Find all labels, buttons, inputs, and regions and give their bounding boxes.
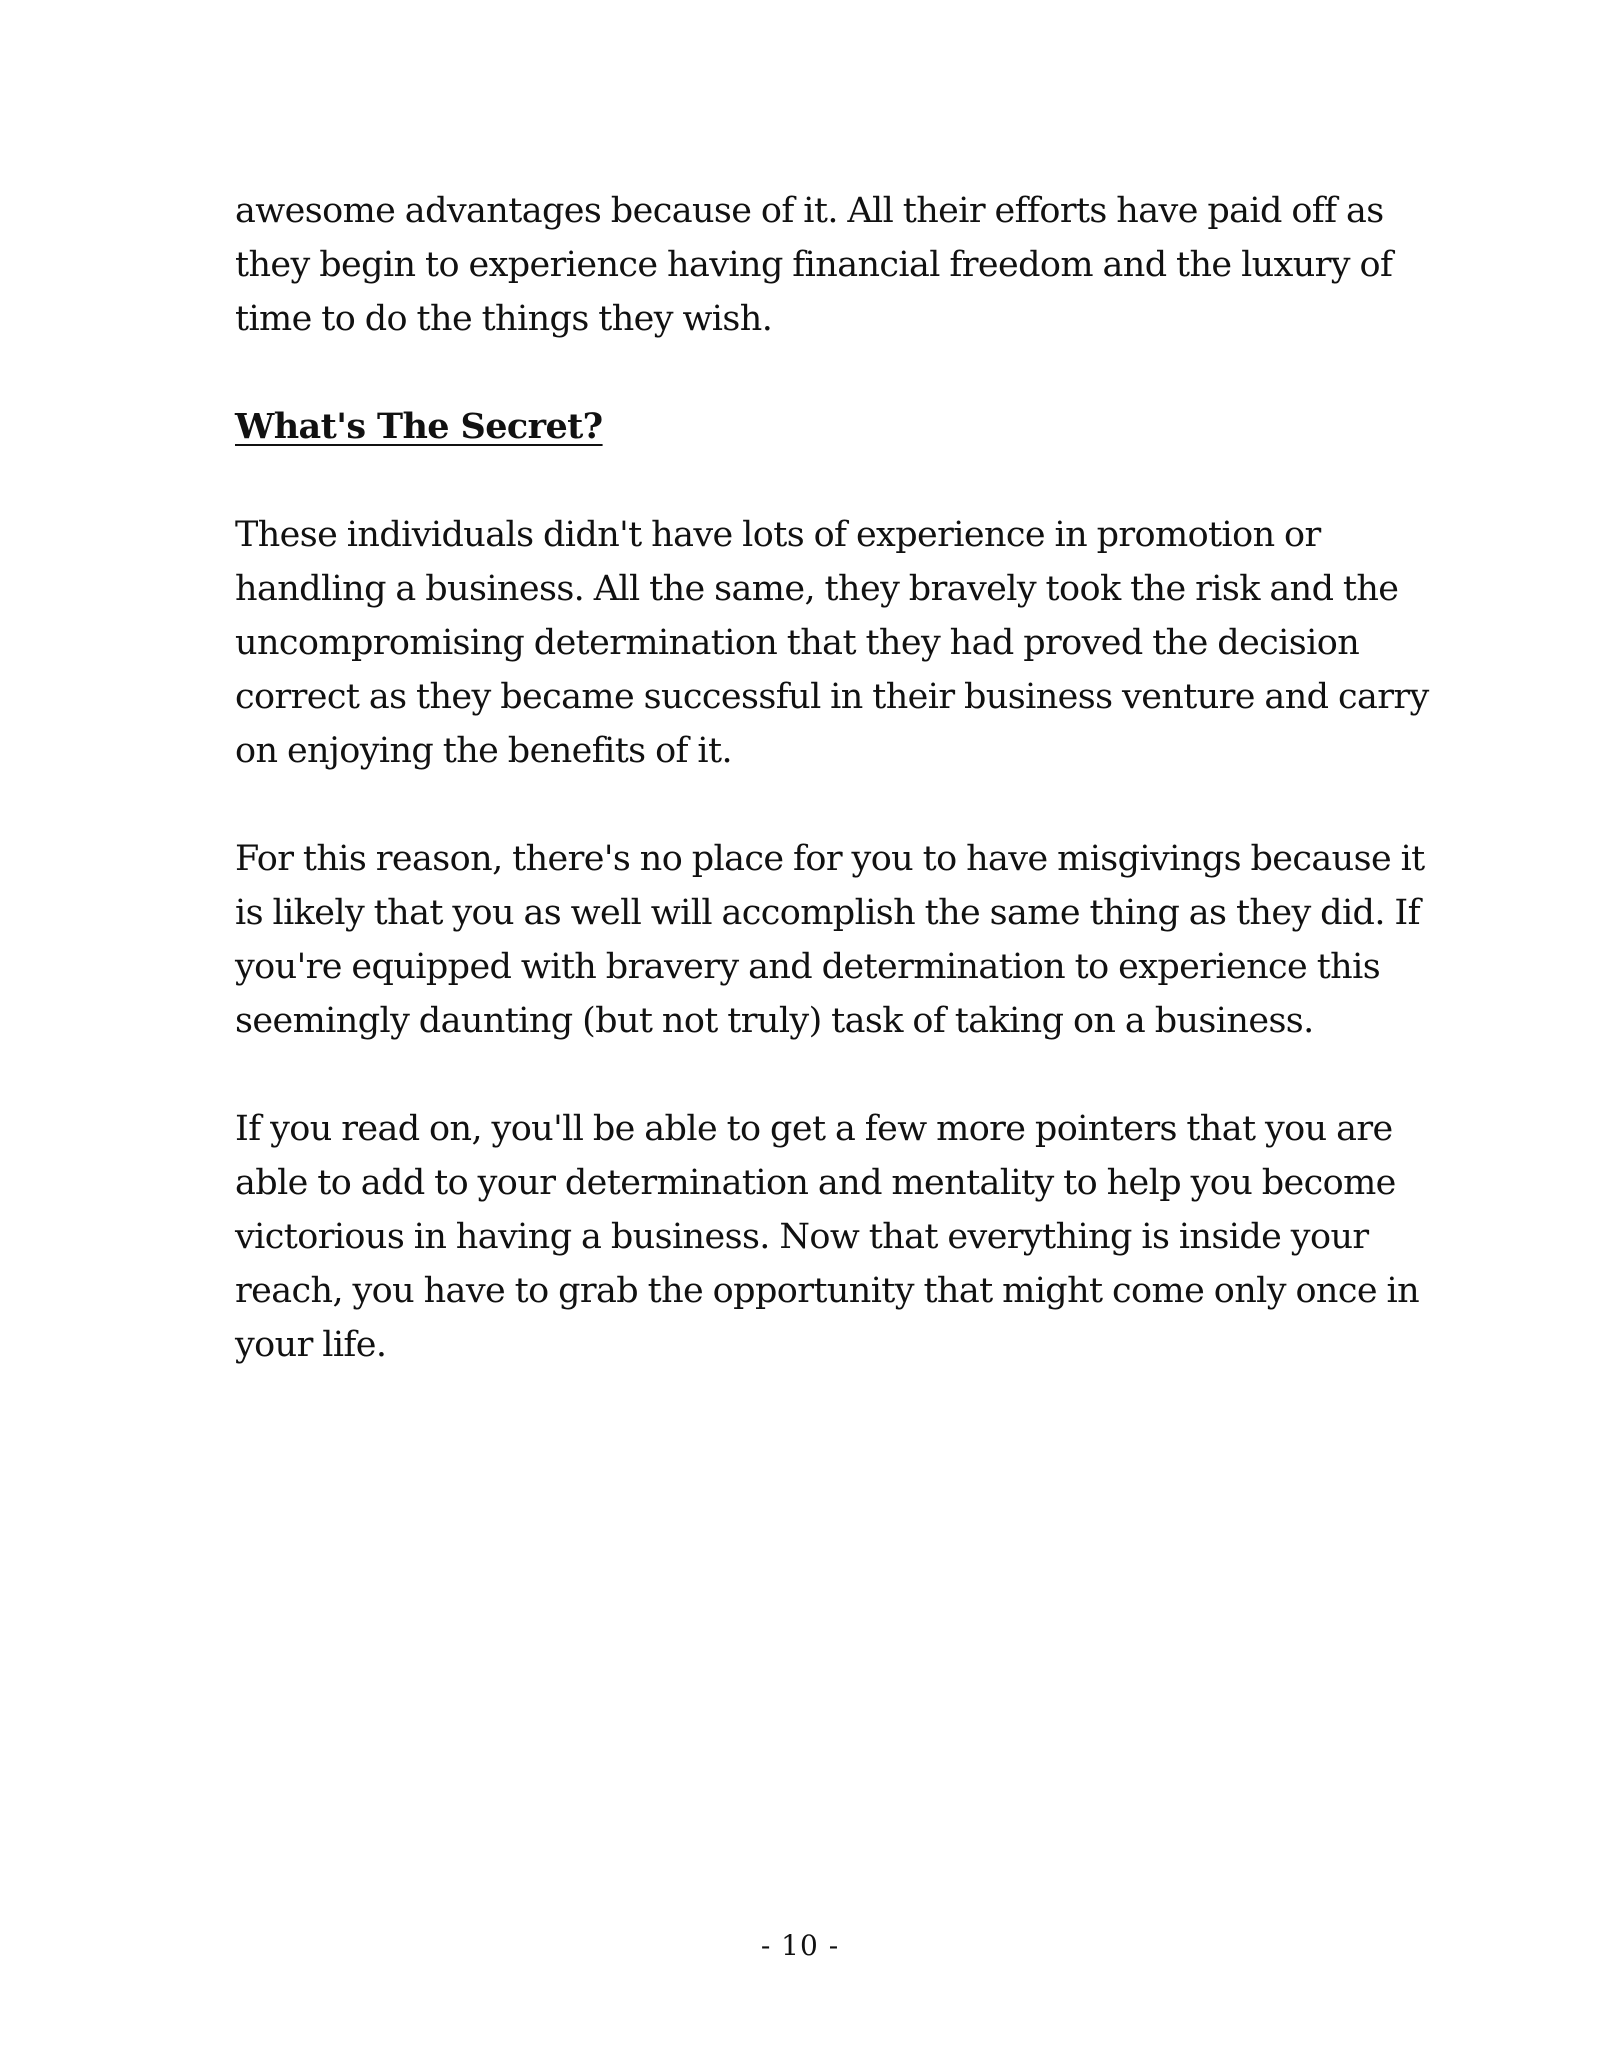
paragraph-spacer [235, 346, 1375, 400]
body-paragraph-2 [235, 832, 1425, 1048]
intro-paragraph [235, 184, 1393, 346]
section-heading [235, 400, 1375, 454]
page-number: - 10 - [760, 1929, 840, 1962]
body-paragraph-1 [235, 508, 1429, 778]
paragraph-line: handling a business. All the same, they bravely took the risk and the [235, 569, 1399, 609]
paragraph-line: correct as they became successful in their business venture and carry [235, 677, 1429, 717]
paragraph-spacer [235, 778, 1375, 832]
paragraph-line: victorious in having a business. Now that everything is inside your [235, 1217, 1369, 1257]
paragraph-line: is likely that you as well will accomplish the same thing as they did. If [235, 893, 1420, 933]
paragraph-line: If you read on, you'll be able to get a few more pointers that you are [235, 1109, 1393, 1149]
paragraph-spacer [235, 454, 1375, 508]
paragraph-line: your life. [235, 1325, 387, 1365]
paragraph-spacer [235, 1048, 1375, 1102]
paragraph-line: you're equipped with bravery and determination to experience this [235, 947, 1381, 987]
paragraph-line: uncompromising determination that they had proved the decision [235, 623, 1360, 663]
paragraph-line: on enjoying the benefits of it. [235, 731, 733, 771]
paragraph-line: awesome advantages because of it. All their efforts have paid off as [235, 191, 1384, 231]
paragraph-line: reach, you have to grab the opportunity that might come only once in [235, 1271, 1420, 1311]
paragraph-line: they begin to experience having financial freedom and the luxury of [235, 245, 1393, 285]
section-heading-text: What's The Secret? [235, 406, 603, 447]
page-content [235, 184, 1429, 1372]
paragraph-line: seemingly daunting (but not truly) task of taking on a business. [235, 1001, 1314, 1041]
paragraph-line: time to do the things they wish. [235, 299, 773, 339]
paragraph-line: These individuals didn't have lots of experience in promotion or [235, 515, 1321, 555]
paragraph-line: able to add to your determination and mentality to help you become [235, 1163, 1396, 1203]
paragraph-line: For this reason, there's no place for you to have misgivings because it [235, 839, 1425, 879]
body-paragraph-3 [235, 1102, 1420, 1372]
